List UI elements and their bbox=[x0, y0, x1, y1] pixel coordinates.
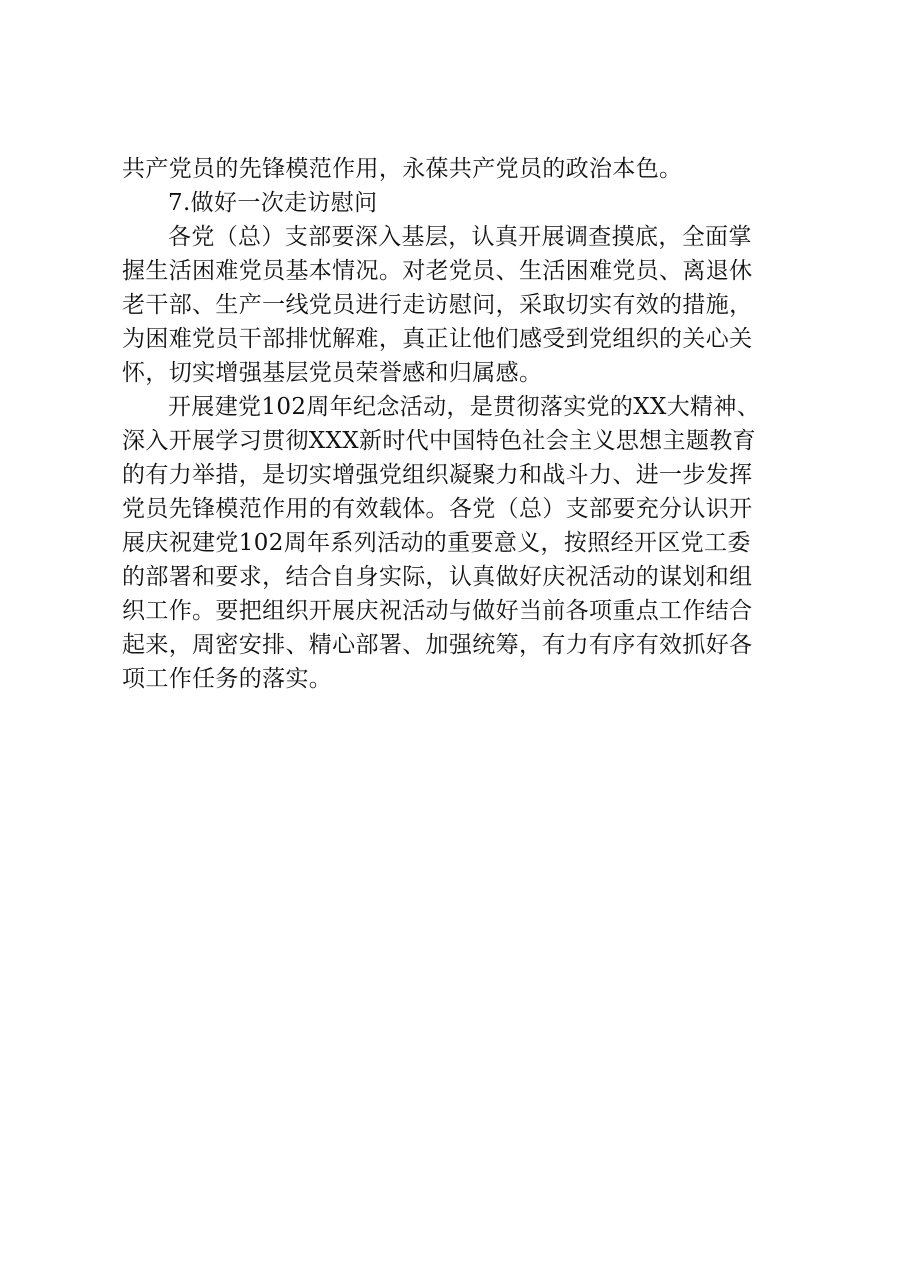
text-line: 深入开展学习贯彻XXX新时代中国特色社会主义思想主题教育 bbox=[122, 428, 756, 454]
document-body bbox=[122, 152, 802, 696]
text-line: 起来，周密安排、精心部署、加强统筹，有力有序有效抓好各 bbox=[122, 632, 753, 658]
text-line: 展庆祝建党102周年系列活动的重要意义，按照经开区党工委 bbox=[122, 530, 751, 556]
text-line: 开展建党102周年纪念活动，是贯彻落实党的XX大精神、 bbox=[168, 394, 761, 420]
text-line: 的有力举措，是切实增强党组织凝聚力和战斗力、进一步发挥 bbox=[122, 462, 753, 488]
text-line: 怀，切实增强基层党员荣誉感和归属感。 bbox=[122, 360, 543, 386]
text-line: 共产党员的先锋模范作用，永葆共产党员的政治本色。 bbox=[122, 156, 683, 182]
text-line: 为困难党员干部排忧解难，真正让他们感受到党组织的关心关 bbox=[122, 326, 753, 352]
text-line: 的部署和要求，结合自身实际，认真做好庆祝活动的谋划和组 bbox=[122, 564, 753, 590]
heading-text: 7.做好一次走访慰问 bbox=[168, 190, 378, 216]
section-heading-7 bbox=[122, 186, 802, 220]
text-line: 握生活困难党员基本情况。对老党员、生活困难党员、离退休 bbox=[122, 258, 753, 284]
text-line: 党员先锋模范作用的有效载体。各党（总）支部要充分认识开 bbox=[122, 496, 753, 522]
text-line: 织工作。要把组织开展庆祝活动与做好当前各项重点工作结合 bbox=[122, 598, 753, 624]
text-line: 老干部、生产一线党员进行走访慰问，采取切实有效的措施， bbox=[122, 292, 753, 318]
paragraph-closing-previous bbox=[122, 152, 802, 186]
text-line: 项工作任务的落实。 bbox=[122, 666, 333, 692]
paragraph-summary bbox=[122, 390, 802, 696]
text-line: 各党（总）支部要深入基层，认真开展调查摸底，全面掌 bbox=[168, 224, 752, 250]
paragraph-visit bbox=[122, 220, 802, 390]
